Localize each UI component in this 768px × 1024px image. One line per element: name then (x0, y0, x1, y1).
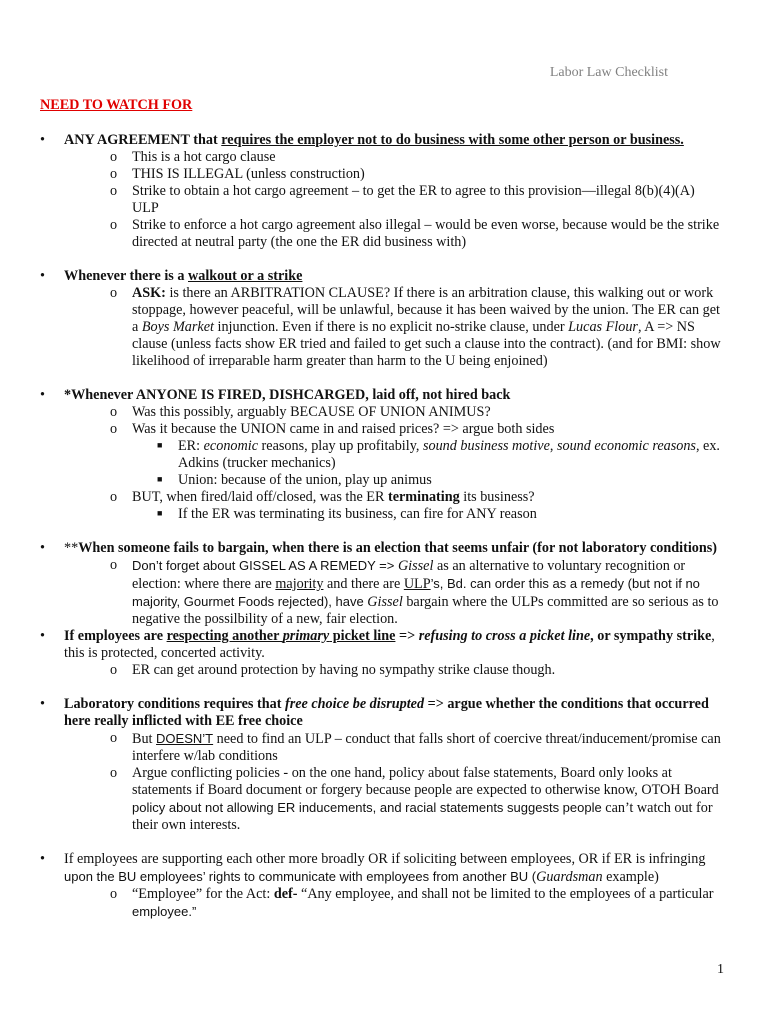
spacer (40, 679, 724, 696)
sub-list-item: o Argue conflicting policies - on the one hand, policy about false statements, Board only looks at statements if Board document or forgery because people are expected to otherwise know, OTOH Board policy about not allowing ER inducements, and racial statements suggests people can’t watch out for their own interests. (110, 765, 719, 833)
circle-bullet-icon: o (110, 557, 118, 573)
list-item: • *Whenever ANYONE IS FIRED, DISHCARGED, laid off, not hired back o Was this possibly, arguably BECAUSE OF UNION ANIMUS? o Was it because the UNION came in and raised prices? => argue both sides ■ ER: economic reasons, play up profitabily, sound business motive, sound economic reasons, ex. Adkins (trucker mechanics) ■ Union: because of the union, play up animus o BUT, when fired/laid off/closed, was the ER terminating its business? ■ If the ER was terminating its business, can fire for ANY reason (40, 387, 724, 523)
sub-list-item: o But DOESN’T need to find an ULP – conduct that falls short of coercive threat/inducement/promise can interfere w/lab conditions (110, 730, 721, 764)
sub-list-item: o ER can get around protection by having no sympathy strike clause though. (110, 662, 556, 678)
page-number: 1 (717, 962, 724, 977)
square-bullet-icon: ■ (157, 440, 163, 450)
list-item: • Laboratory conditions requires that free choice be disrupted => argue whether the conditions that occurred here really inflicted with EE free choice o But DOESN’T need to find an ULP – conduct that falls short of coercive threat/inducement/promise can interfere w/lab conditions o Argue conflicting policies - on the one hand, policy about false statements, Board only looks at statements if Board document or forgery because people are expected to otherwise know, OTOH Board policy about not allowing ER inducements, and racial statements suggests people can’t watch out for their own interests. (40, 696, 724, 834)
list-item: • Whenever there is a walkout or a strike o ASK: is there an ARBITRATION CLAUSE? If there is an arbitration clause, this walking out or work stoppage, however peaceful, will be unlawful, because it has been waived by the union. The ER can get a Boys Market injunction. Even if there is no explicit no-strike clause, under Lucas Flour, A => NS clause (unless facts show ER tried and failed to get such a clause into the contract). (and for BMI: show likelihood of irreparable harm greater than harm to the U being enjoined) (40, 268, 724, 370)
sub-list-item: o ASK: is there an ARBITRATION CLAUSE? If there is an arbitration clause, this walking out or work stoppage, however peaceful, will be unlawful, because it has been waived by the union. The ER can get a Boys Market injunction. Even if there is no explicit no-strike clause, under Lucas Flour, A => NS clause (unless facts show ER tried and failed to get such a clause into the contract). (and for BMI: show likelihood of irreparable harm greater than harm to the U being enjoined) (110, 285, 721, 369)
circle-bullet-icon: o (110, 489, 118, 505)
sub-list-item: o Was this possibly, arguably BECAUSE OF UNION ANIMUS? (110, 404, 491, 420)
spacer (40, 370, 724, 387)
spacer (40, 523, 724, 540)
circle-bullet-icon: o (110, 285, 118, 301)
list-item: • **When someone fails to bargain, when there is an election that seems unfair (for not laboratory conditions) o Don’t forget about GISSEL AS A REMEDY => Gissel as an alternative to voluntary recognition or election: where there are majority and there are ULP’s, Bd. can order this as a remedy (but not if no majority, Gourmet Foods rejected), have Gissel bargain where the ULPs committed are so serious as to negative the possilbility of a new, fair election. (40, 540, 724, 628)
sub-sub-list-item: ■ Union: because of the union, play up animus (157, 472, 432, 488)
circle-bullet-icon: o (110, 730, 118, 746)
sub-list-item: o Was it because the UNION came in and raised prices? => argue both sides ■ ER: economic reasons, play up profitabily, sound business motive, sound economic reasons, ex. Adkins (trucker mechanics) ■ Union: because of the union, play up animus (64, 421, 724, 489)
bullet-icon: • (40, 132, 45, 148)
circle-bullet-icon: o (110, 166, 118, 182)
running-header: Labor Law Checklist (549, 65, 668, 80)
sub-list-item: o THIS IS ILLEGAL (unless construction) (110, 166, 365, 182)
bullet-icon: • (40, 387, 45, 403)
list-item: • ANY AGREEMENT that requires the employer not to do business with some other person or business. o This is a hot cargo clause o THIS IS ILLEGAL (unless construction) o Strike to obtain a hot cargo agreement – to get the ER to agree to this provision—illegal 8(b)(4)(A) ULP o Strike to enforce a hot cargo agreement also illegal – would be even worse, because would be the strike directed at neutral party (the one the ER did business with) (40, 132, 724, 251)
circle-bullet-icon: o (110, 765, 118, 781)
spacer (40, 834, 724, 851)
bullet-icon: • (40, 851, 45, 867)
list-item: • If employees are supporting each other more broadly OR if soliciting between employees, OR if ER is infringing upon the BU employees’ rights to communicate with employees from another BU (Guardsman example) o “Employee” for the Act: def- “Any employee, and shall not be limited to the employees of a particular employee.” (40, 851, 724, 921)
bullet-icon: • (40, 268, 45, 284)
sub-list-item: o Strike to obtain a hot cargo agreement – to get the ER to agree to this provision—illegal 8(b)(4)(A) ULP (110, 183, 695, 216)
circle-bullet-icon: o (110, 217, 118, 233)
spacer (40, 251, 724, 268)
section-title: NEED TO WATCH FOR (40, 97, 193, 113)
sub-list-item: o “Employee” for the Act: def- “Any employee, and shall not be limited to the employees of a particular employee.” (110, 886, 714, 919)
bullet-icon: • (40, 628, 45, 644)
sub-list-item: o BUT, when fired/laid off/closed, was the ER terminating its business? ■ If the ER was terminating its business, can fire for ANY reason (64, 489, 724, 523)
circle-bullet-icon: o (110, 183, 118, 199)
sub-sub-list-item: ■ If the ER was terminating its business, can fire for ANY reason (157, 506, 537, 522)
circle-bullet-icon: o (110, 421, 118, 437)
sub-list-item: o Strike to enforce a hot cargo agreement also illegal – would be even worse, because would be the strike directed at neutral party (the one the ER did business with) (110, 217, 720, 250)
document-body (40, 97, 724, 921)
bullet-icon: • (40, 540, 45, 556)
checklist (40, 132, 724, 921)
sub-list-item: o This is a hot cargo clause (110, 149, 276, 165)
circle-bullet-icon: o (110, 404, 118, 420)
square-bullet-icon: ■ (157, 474, 163, 484)
circle-bullet-icon: o (110, 149, 118, 165)
sub-list-item: o Don’t forget about GISSEL AS A REMEDY => Gissel as an alternative to voluntary recognition or election: where there are majority and there are ULP’s, Bd. can order this as a remedy (but not if no majority, Gourmet Foods rejected), have Gissel bargain where the ULPs committed are so serious as to negative the possilbility of a new, fair election. (110, 557, 719, 627)
circle-bullet-icon: o (110, 886, 118, 902)
square-bullet-icon: ■ (157, 508, 163, 518)
sub-sub-list-item: ■ ER: economic reasons, play up profitabily, sound business motive, sound economic reasons, ex. Adkins (trucker mechanics) (157, 438, 720, 471)
list-item: • If employees are respecting another primary picket line => refusing to cross a picket line, or sympathy strike, this is protected, concerted activity. o ER can get around protection by having no sympathy strike clause though. (40, 628, 724, 679)
circle-bullet-icon: o (110, 662, 118, 678)
bullet-icon: • (40, 696, 45, 712)
